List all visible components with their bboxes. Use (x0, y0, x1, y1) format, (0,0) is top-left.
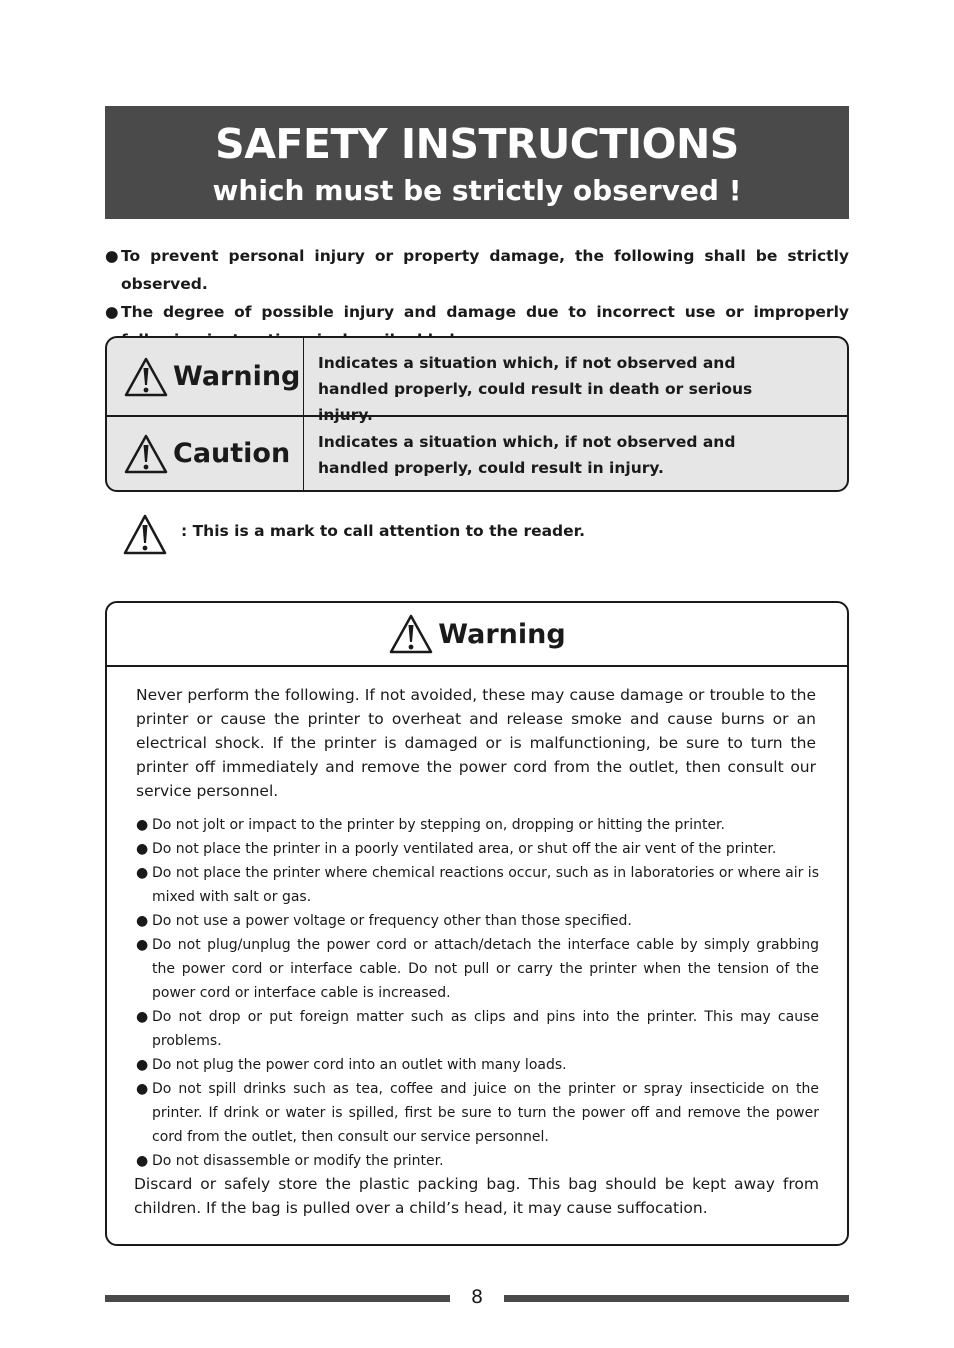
bullet-icon: ● (105, 247, 119, 265)
caution-triangle-icon (123, 433, 169, 475)
page-title: SAFETY INSTRUCTIONS (215, 120, 739, 168)
intro-item (105, 242, 849, 298)
attention-triangle-icon (122, 513, 168, 556)
list-item (136, 1149, 819, 1173)
warning-box (105, 601, 849, 1246)
warning-paragraph: Never perform the following. If not avoided, these may cause damage or trouble to the printer or cause the printer to overheat and release smoke and cause burns or an electrical shock. If the printer is damaged or is malfunctioning, be sure to turn the printer off immediately and remove the power cord from the outlet, then consult our service personnel. (136, 686, 816, 800)
warning-label-text: Warning (173, 361, 301, 392)
caution-level-row (107, 417, 847, 490)
list-item (136, 837, 819, 861)
warning-level-row (107, 338, 847, 424)
list-item (136, 1077, 819, 1149)
bullet-icon: ● (136, 937, 149, 953)
bullet-icon: ● (136, 865, 149, 881)
bullet-icon: ● (136, 1009, 149, 1025)
list-item-text: Do not drop or put foreign matter such as clips and pins into the printer. This may cause problems. (152, 1009, 819, 1049)
bullet-icon: ● (136, 1081, 149, 1097)
warning-triangle-icon (123, 356, 169, 398)
bullet-icon: ● (136, 817, 149, 833)
caution-level-label (107, 417, 304, 490)
list-item-text: Do not plug the power cord into an outlet with many loads. (152, 1057, 567, 1073)
list-item-text: Do not jolt or impact to the printer by stepping on, dropping or hitting the printer. (152, 817, 725, 833)
bullet-icon: ● (105, 303, 119, 321)
page-number: 8 (470, 1286, 484, 1308)
list-item-text: Do not place the printer in a poorly ventilated area, or shut off the air vent of the printer. (152, 841, 777, 857)
warning-level-label (107, 338, 304, 415)
warning-list (136, 813, 819, 1173)
attention-mark-text: : This is a mark to call attention to the reader. (181, 522, 585, 540)
list-item-text: Do not place the printer where chemical reactions occur, such as in laboratories or where air is mixed with salt or gas. (152, 865, 819, 905)
list-item (136, 933, 819, 1005)
list-item (136, 909, 819, 933)
list-item (136, 813, 819, 837)
warning-box-title: Warning (438, 618, 566, 650)
intro-text: The degree of possible injury and damage due to incorrect use or improperly (121, 303, 849, 321)
bullet-icon: ● (136, 841, 149, 857)
footer-rule-right (504, 1295, 849, 1302)
hazard-levels-table (105, 336, 849, 492)
caution-description: Indicates a situation which, if not observed and handled properly, could result in injury. (318, 433, 736, 477)
list-item-text: Do not plug/unplug the power cord or attach/detach the interface cable by simply grabbing the power cord or interface cable. Do not pull or carry the printer when the tension of the power cord or interface cable is increased. (152, 937, 819, 1001)
bullet-icon: ● (136, 1057, 149, 1073)
caution-label-text: Caution (173, 438, 291, 469)
page-subtitle: which must be strictly observed ! (212, 174, 742, 207)
bullet-icon: ● (136, 913, 149, 929)
intro-text: To prevent personal injury or property damage, the following shall be strictly observed. (121, 247, 849, 293)
list-item-text: Do not use a power voltage or frequency other than those specified. (152, 913, 632, 929)
warning-triangle-icon (388, 613, 434, 655)
list-item-text: Do not disassemble or modify the printer. (152, 1153, 444, 1169)
warning-description: Indicates a situation which, if not observed and handled properly, could result in death or serious injury. (318, 354, 753, 424)
list-item-text: Do not spill drinks such as tea, coffee and juice on the printer or spray insecticide on the printer. If drink or water is spilled, first be sure to turn the power off and remove the power cord from the outlet, then consult our service personnel. (152, 1081, 819, 1145)
list-item (136, 1005, 819, 1053)
packing-bag-paragraph: Discard or safely store the plastic packing bag. This bag should be kept away from children. If the bag is pulled over a child’s head, it may cause suffocation. (134, 1175, 819, 1217)
warning-box-header (107, 603, 847, 667)
title-banner (105, 106, 849, 219)
list-item (136, 1053, 819, 1077)
list-item (136, 861, 819, 909)
bullet-icon: ● (136, 1153, 149, 1169)
footer-rule-left (105, 1295, 450, 1302)
